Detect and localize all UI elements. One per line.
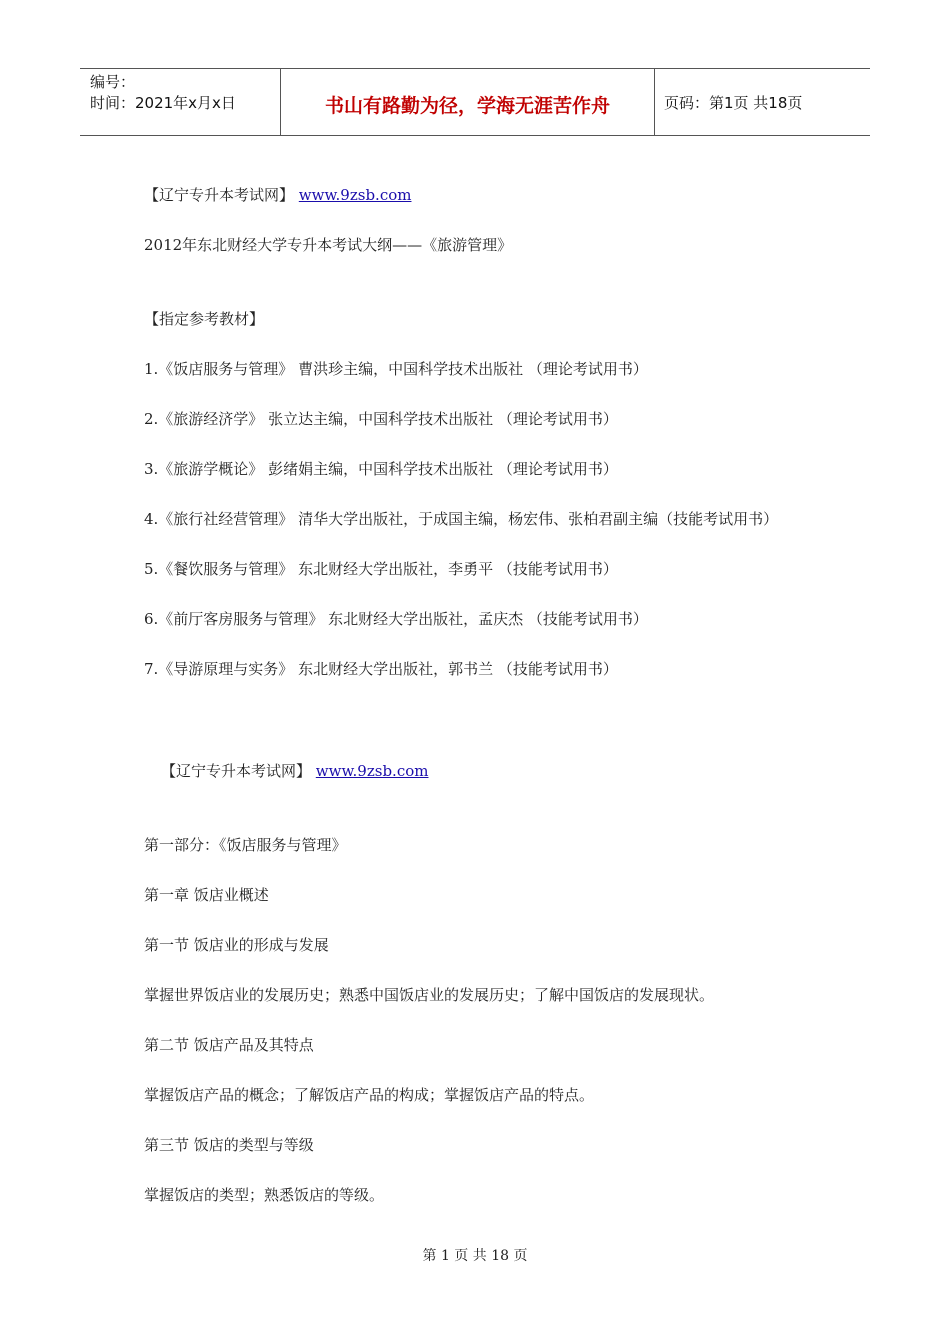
textbook-item: 3.《旅游学概论》 彭绪娟主编，中国科学技术出版社 （理论考试用书） xyxy=(144,460,618,478)
site-bracket-2: 【辽宁专升本考试网】 xyxy=(161,762,312,780)
section-text: 掌握饭店的类型；熟悉饭店的等级。 xyxy=(144,1186,385,1204)
site-bracket: 【辽宁专升本考试网】 xyxy=(144,186,295,204)
header-motto: 书山有路勤为径，学海无涯苦作舟 xyxy=(281,69,655,135)
chapter-title: 第一章 饭店业概述 xyxy=(144,886,269,904)
part-title: 第一部分：《饭店服务与管理》 xyxy=(144,836,347,854)
section-text: 掌握饭店产品的概念；了解饭店产品的构成；掌握饭店产品的特点。 xyxy=(144,1086,595,1104)
section-text: 掌握世界饭店业的发展历史；熟悉中国饭店业的发展历史；了解中国饭店的发展现状。 xyxy=(144,986,715,1004)
document-body xyxy=(144,183,814,1207)
site-line xyxy=(144,183,814,207)
textbook-item: 4.《旅行社经营管理》 清华大学出版社，于成国主编，杨宏伟、张柏君副主编（技能考试用书） xyxy=(144,510,779,528)
header-meta xyxy=(80,69,281,135)
section-title: 第一节 饭店业的形成与发展 xyxy=(144,936,329,954)
page-footer: 第 1 页 共 18 页 xyxy=(422,1248,528,1264)
header-page-info: 页码：第1页 共18页 xyxy=(664,93,803,112)
textbook-item: 5.《餐饮服务与管理》 东北财经大学出版社，李勇平 （技能考试用书） xyxy=(144,560,618,578)
textbook-item: 2.《旅游经济学》 张立达主编，中国科学技术出版社 （理论考试用书） xyxy=(144,410,618,428)
section-title: 第三节 饭店的类型与等级 xyxy=(144,1136,314,1154)
doc-title: 2012年东北财经大学专升本考试大纲——《旅游管理》 xyxy=(144,236,513,254)
textbooks-heading: 【指定参考教材】 xyxy=(144,310,265,328)
textbook-item: 7.《导游原理与实务》 东北财经大学出版社，郭书兰 （技能考试用书） xyxy=(144,660,618,678)
site-link-2[interactable]: www.9zsb.com xyxy=(315,762,429,780)
section-title: 第二节 饭店产品及其特点 xyxy=(144,1036,314,1054)
page-header xyxy=(80,68,870,136)
textbook-item: 6.《前厅客房服务与管理》 东北财经大学出版社，孟庆杰 （技能考试用书） xyxy=(144,610,648,628)
number-label: 编号： xyxy=(90,73,136,91)
textbook-item: 1.《饭店服务与管理》 曹洪珍主编，中国科学技术出版社 （理论考试用书） xyxy=(144,360,648,378)
site-link[interactable]: www.9zsb.com xyxy=(298,186,412,204)
site-line-2 xyxy=(144,759,814,783)
time-label: 时间：2021年x月x日 xyxy=(90,94,236,112)
